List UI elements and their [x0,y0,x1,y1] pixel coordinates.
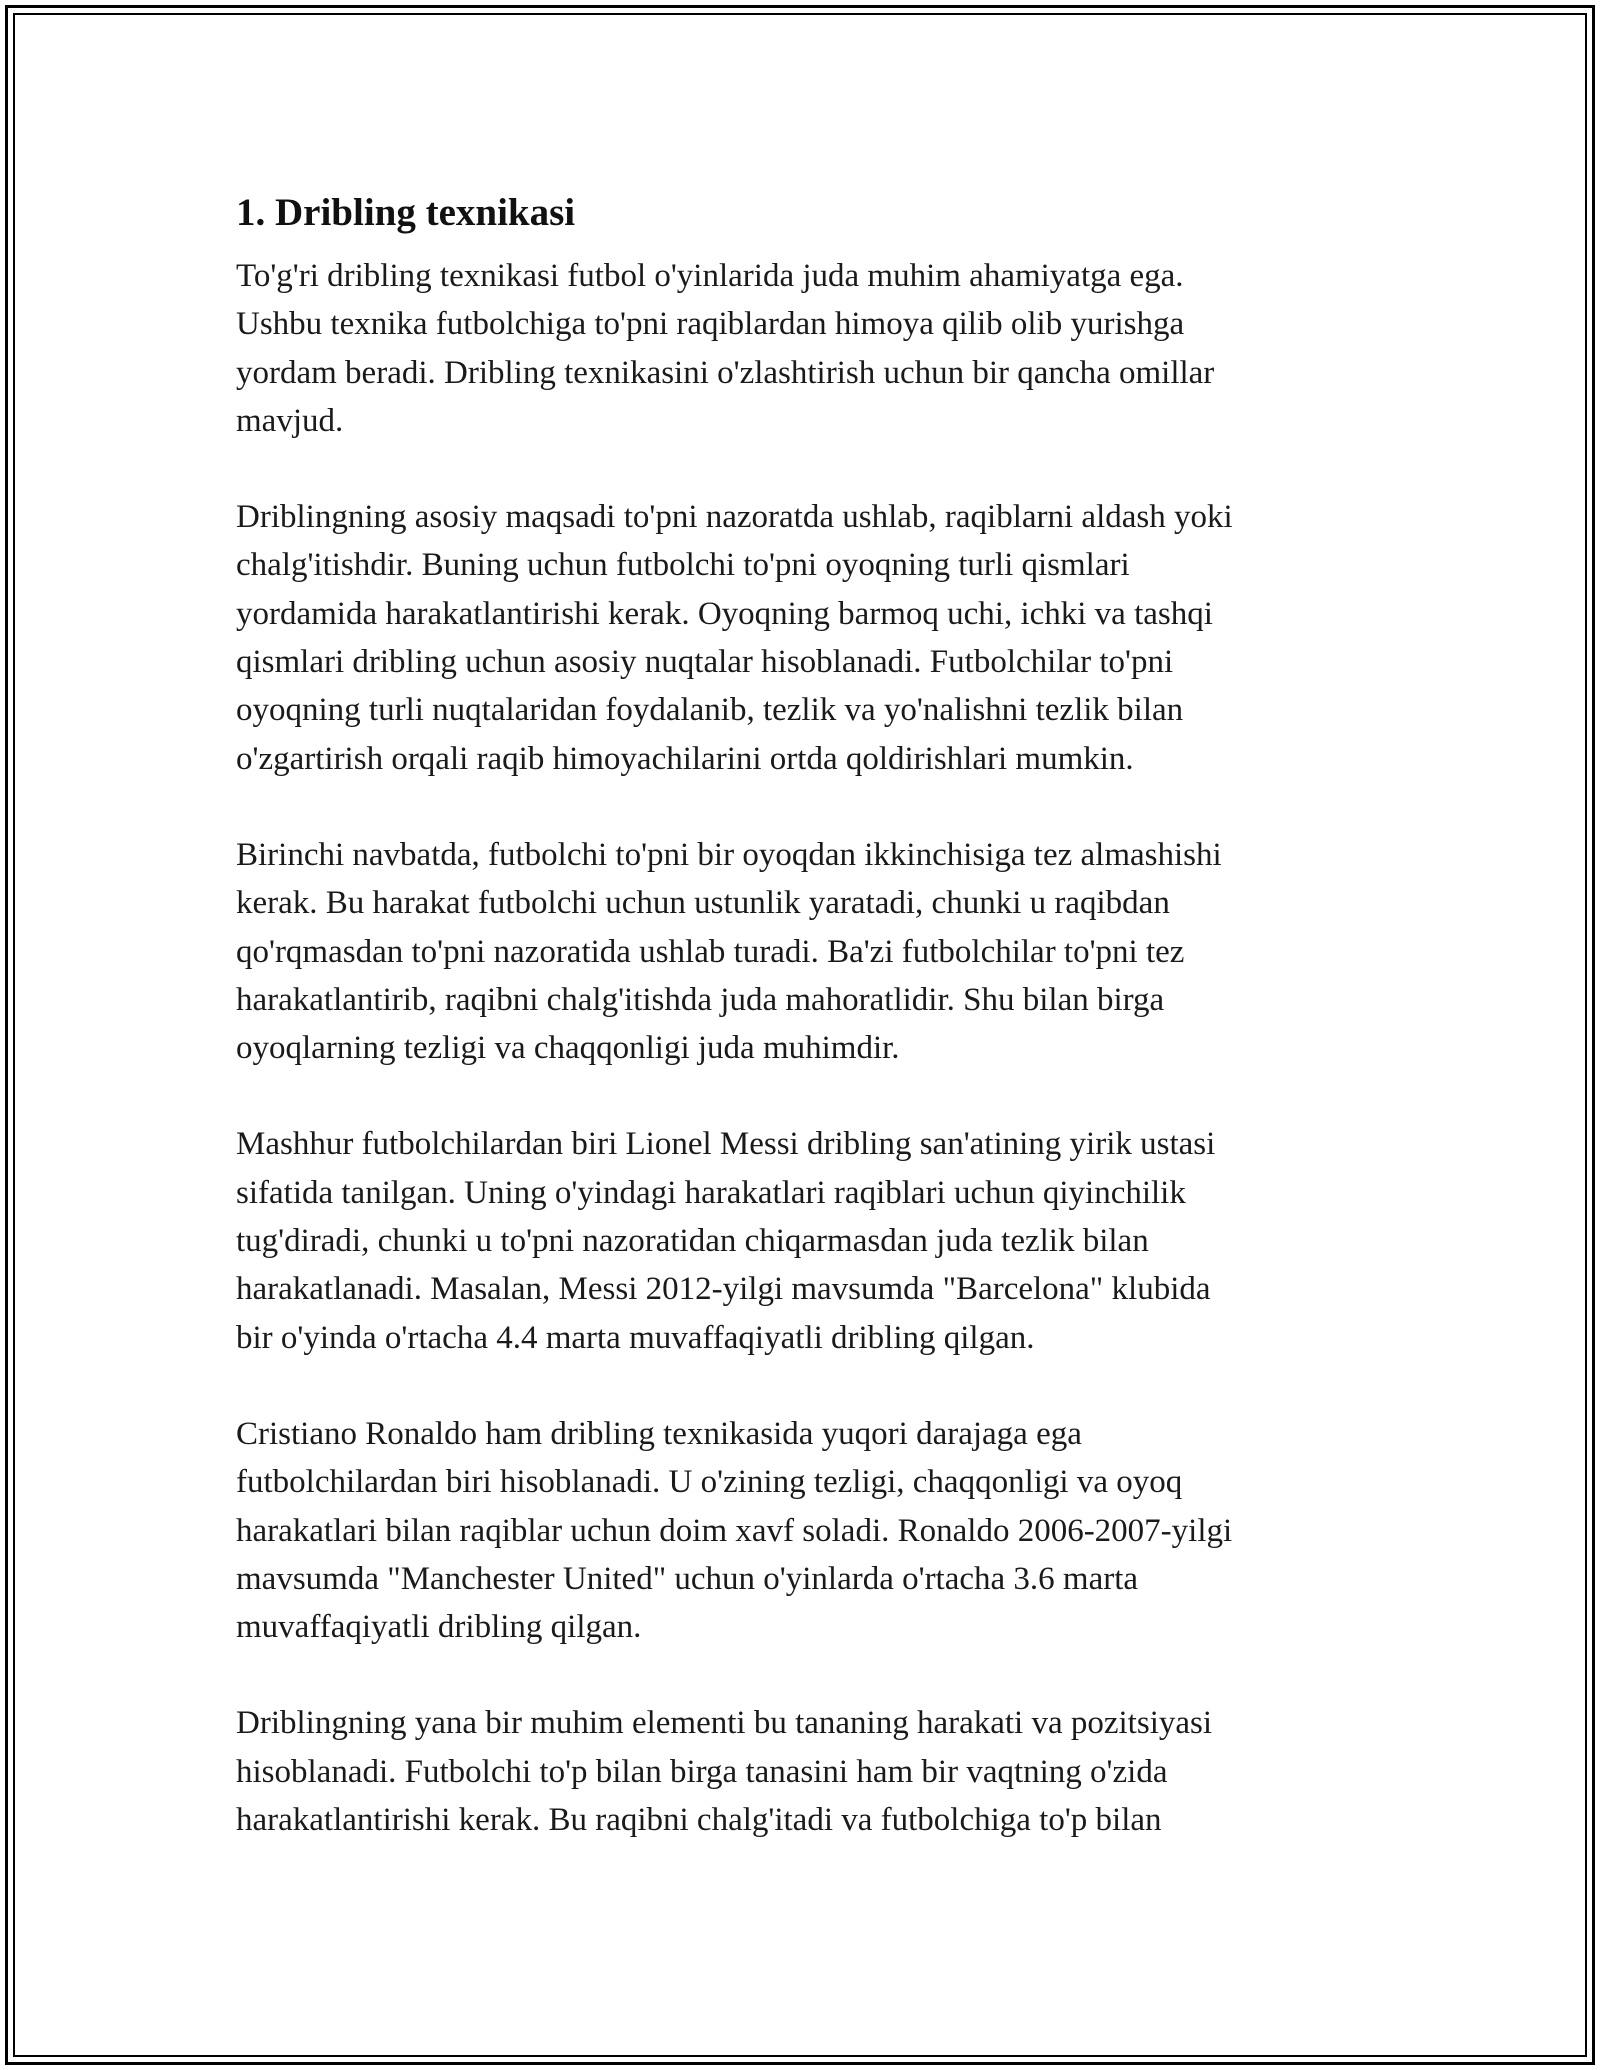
paragraph-4: Mashhur futbolchilardan biri Lionel Messi dribling san'atining yirik ustasi sifatida tanilgan. Uning o'yindagi harakatlari raqiblari uchun qiyinchilik tug'diradi, chunki u to'pni nazoratidan chiqarmasdan juda tezlik bilan harakatlanadi. Masalan, Messi 2012-yilgi mavsumda "Barcelona" klubida bir o'yinda o'rtacha 4.4 marta muvaffaqiyatli dribling qilgan. [236,1126,1216,1356]
paragraph-1: To'g'ri dribling texnikasi futbol o'yinlarida juda muhim ahamiyatga ega. Ushbu texnika futbolchiga to'pni raqiblardan himoya qilib olib yurishga yordam beradi. Dribling texnikasini o'zlashtirish uchun bir qancha omillar mavjud. [236,258,1215,439]
paragraph-3: Birinchi navbatda, futbolchi to'pni bir oyoqdan ikkinchisiga tez almashishi kerak. Bu harakat futbolchi uchun ustunlik yaratadi, chunki u raqibdan qo'rqmasdan to'pni nazoratida ushlab turadi. Ba'zi futbolchilar to'pni tez harakatlantirib, raqibni chalg'itishda juda mahoratlidir. Shu bilan birga oyoqlarning tezligi va chaqqonligi juda muhimdir. [236,836,1222,1067]
paragraph-5: Cristiano Ronaldo ham dribling texnikasida yuqori darajaga ega futbolchilardan biri hisoblanadi. U o'zining tezligi, chaqqonligi va oyoq harakatlari bilan raqiblar uchun doim xavf soladi. Ronaldo 2006-2007-yilgi mavsumda "Manchester United" uchun o'yinlarda o'rtacha 3.6 marta muvaffaqiyatli dribling qilgan. [236,1415,1233,1646]
section-heading: 1. Dribling texnikasi [236,191,576,234]
document-body [236,186,1366,1892]
paragraph-2: Driblingning asosiy maqsadi to'pni nazoratda ushlab, raqiblarni aldash yoki chalg'itishdir. Buning uchun futbolchi to'pni oyoqning turli qismlari yordamida harakatlantirishi kerak. Oyoqning barmoq uchi, ichki va tashqi qismlari dribling uchun asosiy nuqtalar hisoblanadi. Futbolchilar to'pni oyoqning turli nuqtalaridan foydalanib, tezlik va yo'nalishni tezlik bilan o'zgartirish orqali raqib himoyachilarini ortda qoldirishlari mumkin. [236,499,1233,777]
paragraph-6: Driblingning yana bir muhim elementi bu tananing harakati va pozitsiyasi hisoblanadi. Futbolchi to'p bilan birga tanasini ham bir vaqtning o'zida harakatlantirishi kerak. Bu raqibni chalg'itadi va futbolchiga to'p bilan [236,1705,1213,1839]
